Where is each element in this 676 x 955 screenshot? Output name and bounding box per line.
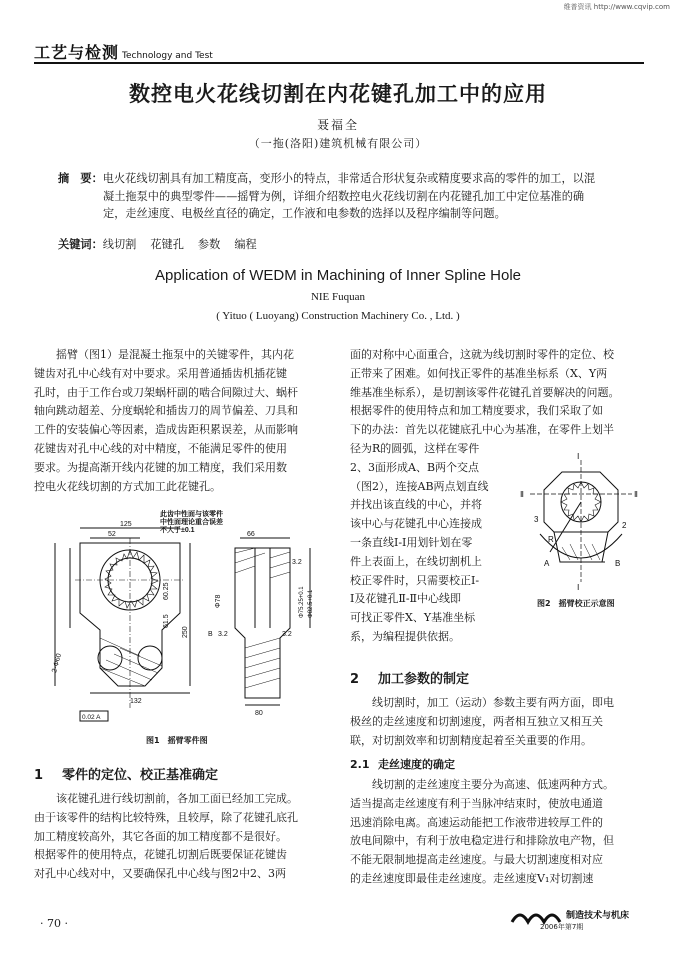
text-line: 该中心与花键孔中心连接成 bbox=[350, 517, 482, 531]
fig2-label: Ⅰ bbox=[577, 583, 580, 592]
abstract bbox=[58, 170, 646, 223]
dim-label: 3.2 bbox=[292, 559, 302, 566]
tolerance-frame: 0.02 A bbox=[82, 714, 101, 721]
text-line: 校正零件时，只需要校正Ⅰ- bbox=[350, 573, 480, 587]
section-tag-cn: 工艺与检测 bbox=[34, 43, 120, 62]
paper-title-en: Application of WEDM in Machining of Inner Spline Hole bbox=[154, 267, 521, 284]
text-line: 线切割的走丝速度主要分为高速、低速两种方式。 bbox=[372, 778, 614, 791]
keyword: 线切割 bbox=[102, 238, 137, 251]
dim-label: 2-Φ60 bbox=[51, 652, 64, 674]
text-line: 一条直线Ⅰ-Ⅰ用划针划在零 bbox=[350, 535, 473, 549]
text-line: 的走丝速度即最佳走丝速度。走丝速度V₁对切割速 bbox=[350, 871, 594, 885]
figure-1-drawing bbox=[40, 508, 332, 730]
dim-label: 60.25 bbox=[163, 582, 170, 600]
text-line: 维基准坐标系），是切割该零件花键孔首要解决的问题。 bbox=[350, 385, 620, 399]
header-rule bbox=[34, 62, 644, 64]
dim-label: Φ82.5+0.1 bbox=[308, 589, 314, 618]
section-number: 2 bbox=[350, 672, 360, 687]
text-line: 不能无限制地提高走丝速度。与最大切割速度相对应 bbox=[350, 853, 603, 867]
dim-label: 80 bbox=[255, 710, 263, 717]
text-line: 联，对切割效率和切割精度起着至关重要的作用。 bbox=[350, 733, 592, 747]
text-line: 对孔中心线对中，又要确保孔中心线与图2中2、3两 bbox=[34, 867, 286, 881]
text-line: 控电火花线切割的方式加工此花键孔。 bbox=[34, 479, 221, 493]
keyword: 编程 bbox=[234, 238, 257, 251]
right-subsection-2-1-text bbox=[350, 776, 648, 889]
fig2-label: R bbox=[548, 535, 554, 544]
text-line: 由于该零件的结构比较特殊，且较厚，除了花键孔底孔 bbox=[34, 810, 298, 824]
section-title: 加工参数的制定 bbox=[378, 672, 470, 687]
text-line: 轴向跳动超差、分度蜗轮和插齿刀的周节偏差、刀具和 bbox=[34, 404, 298, 418]
figure-1-caption: 图1 摇臂零件图 bbox=[146, 736, 208, 745]
left-section-1-text bbox=[34, 790, 332, 884]
section-1-heading bbox=[34, 764, 218, 783]
text-line: 面的对称中心面重合，这就为线切割时零件的定位、校 bbox=[350, 348, 614, 361]
fig1-note-line: 此齿中性面与该零件 bbox=[160, 511, 223, 518]
fig2-label: 2 bbox=[622, 521, 627, 530]
text-line: 要求。为提高渐开线内花键的加工精度，我们采用数 bbox=[34, 460, 287, 474]
dim-label: 125 bbox=[120, 521, 132, 528]
section-tag bbox=[34, 40, 213, 63]
section-2-heading bbox=[350, 668, 469, 687]
dim-label: 250 bbox=[182, 626, 189, 638]
text-line: （图2），连接AB两点划直线 bbox=[350, 479, 489, 493]
text-line: 件上表面上，在线切割机上 bbox=[350, 554, 482, 568]
fig1-note-line: 中性面理论重合误差 bbox=[160, 519, 223, 526]
text-line: 键齿对孔中心线有对中要求。采用普通插齿机插花键 bbox=[34, 366, 287, 380]
text-line: 加工精度较高外，其它各面的加工精度都不是很好。 bbox=[34, 829, 287, 843]
abstract-line: 电火花线切割具有加工精度高，变形小的特点，非常适合形状复杂或精度要求高的零件的加工，以混 bbox=[102, 172, 596, 185]
dim-label: 61.5 bbox=[163, 614, 170, 628]
text-line: 可找正零件X、Y基准坐标 bbox=[350, 611, 476, 625]
text-line: 花键齿对孔中心线的对中精度，不能满足零件的使用 bbox=[34, 441, 287, 455]
left-intro bbox=[34, 346, 332, 496]
right-top-text bbox=[350, 346, 648, 440]
text-line: 极丝的走丝速度和切割速度，两者相互独立又相互关 bbox=[350, 714, 603, 728]
text-line: 系，为编程提供依据。 bbox=[350, 629, 460, 643]
text-line: 迅速消除电离。高速运动能把工作液带进较厚工件的 bbox=[350, 815, 603, 829]
fig2-label: 3 bbox=[534, 515, 539, 524]
section-tag-en: Technology and Test bbox=[122, 51, 213, 61]
text-line: 线切割时，加工（运动）参数主要有两方面，即电 bbox=[372, 696, 614, 709]
watermark: 维普资讯 http://www.cqvip.com bbox=[563, 3, 670, 11]
dim-label: B bbox=[208, 631, 213, 638]
keyword: 花键孔 bbox=[150, 238, 184, 251]
keywords bbox=[58, 236, 271, 252]
subsection-2-1-heading bbox=[350, 756, 455, 772]
text-line: 适当提高走丝速度有利于当脉冲结束时，使放电通道 bbox=[350, 796, 603, 810]
author-en: NIE Fuquan bbox=[310, 291, 366, 303]
affiliation-cn: （一拖(洛阳)建筑机械有限公司） bbox=[248, 137, 428, 150]
abstract-line: 定，走丝速度、电极丝直径的确定，工作液和电参数的选择以及程序编制等问题。 bbox=[103, 207, 506, 220]
text-line: 并找出该直线的中心，并将 bbox=[350, 498, 482, 512]
fig2-label: Ⅱ bbox=[520, 490, 524, 499]
fig2-label: B bbox=[615, 559, 621, 568]
abstract-label: 摘 要： bbox=[58, 172, 103, 185]
figure-2-caption: 图2 摇臂校正示意图 bbox=[537, 599, 615, 608]
journal-name: 制造技术与机床 bbox=[566, 911, 630, 921]
author-cn: 聂福全 bbox=[316, 118, 359, 132]
fig2-label: Ⅱ bbox=[634, 490, 638, 499]
dim-label: 132 bbox=[130, 698, 142, 705]
text-line: 径为R的圆弧，这样在零件 bbox=[350, 442, 480, 455]
text-line: 放电间隙中，有利于放电稳定进行和排除放电产物，但 bbox=[350, 834, 614, 848]
fig1-note-line: 不大于±0.1 bbox=[160, 527, 195, 534]
text-line: Ⅰ及花键孔Ⅱ-Ⅱ中心线即 bbox=[350, 592, 462, 606]
subsection-number: 2.1 bbox=[350, 758, 370, 771]
text-line: 根据零件的使用特点，花键孔切割后既要保证花键齿 bbox=[34, 848, 287, 862]
text-line: 根据零件的使用特点和加工精度要求，我们采取了如 bbox=[350, 404, 603, 418]
text-line: 孔时，由于工作台或刀架蜗杆副的啮合间隙过大、蜗杆 bbox=[34, 385, 298, 399]
keyword: 参数 bbox=[197, 238, 221, 251]
figure-2-drawing bbox=[520, 452, 650, 592]
issue-date: 2006年第7期 bbox=[540, 923, 584, 931]
subsection-title: 走丝速度的确定 bbox=[378, 758, 455, 771]
page-number: · 70 · bbox=[40, 917, 68, 930]
paper-title-cn: 数控电火花线切割在内花键孔加工中的应用 bbox=[129, 82, 547, 106]
fig2-label: Ⅰ bbox=[577, 452, 580, 461]
text-line: 正带来了困难。如何找正零件的基准坐标系（X、Y两 bbox=[350, 366, 608, 380]
text-line: 下的办法：首先以花键底孔中心为基准，在零件上划半 bbox=[350, 423, 614, 437]
dim-label: Φ75.25+0.1 bbox=[299, 586, 305, 618]
dim-label: 52 bbox=[108, 531, 116, 538]
dim-label: 3.2 bbox=[218, 631, 228, 638]
dim-label: 3.2 bbox=[282, 631, 292, 638]
keywords-label: 关键词： bbox=[58, 238, 103, 251]
section-number: 1 bbox=[34, 768, 44, 783]
fig2-label: A bbox=[544, 559, 550, 568]
text-line: 2、3面形成A、B两个交点 bbox=[350, 460, 480, 474]
dim-label: Φ78 bbox=[215, 594, 222, 608]
text-line: 摇臂（图1）是混凝土拖泵中的关键零件，其内花 bbox=[56, 348, 294, 361]
text-line: 工件的安装偏心等因素，造成齿距积累误差，从而影响 bbox=[34, 423, 298, 437]
section-title: 零件的定位、校正基准确定 bbox=[62, 768, 219, 783]
dim-label: 66 bbox=[247, 531, 255, 538]
right-wrap-text bbox=[350, 440, 520, 647]
text-line: 该花键孔进行线切割前，各加工面已经加工完成。 bbox=[56, 792, 298, 805]
affiliation-en: ( Yituo ( Luoyang) Construction Machinery Co. , Ltd. ) bbox=[216, 310, 460, 322]
right-section-2-text bbox=[350, 694, 648, 750]
abstract-line: 凝土拖泵中的典型零件——摇臂为例，详细介绍数控电火花线切割在内花键孔加工中定位基准的确 bbox=[103, 189, 585, 203]
